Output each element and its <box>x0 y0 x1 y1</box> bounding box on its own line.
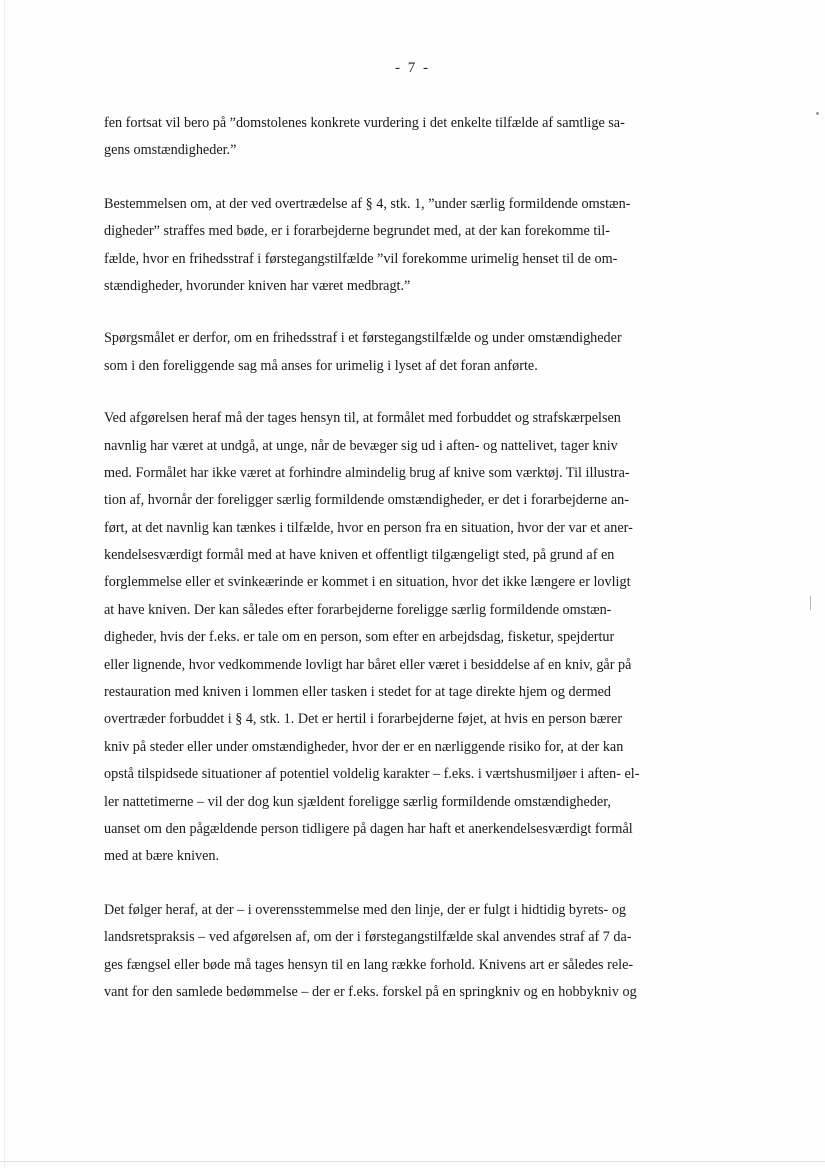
text-line: som i den foreliggende sag må anses for urimelig i lyset af det foran anførte. <box>104 357 538 374</box>
text-line: digheder” straffes med bøde, er i forarbejderne begrundet med, at der kan forekomme til- <box>104 223 610 240</box>
text-line: at have kniven. Der kan således efter forarbejderne foreligge særlig formildende omstæn- <box>104 601 612 618</box>
text-line: med at bære kniven. <box>104 848 220 865</box>
text-line: navnlig har været at undgå, at unge, når de bevæger sig ud i aften- og nattelivet, tager kniv <box>104 437 618 454</box>
text-line: Bestemmelsen om, at der ved overtrædelse af § 4, stk. 1, ”under særlig formildende omstæn- <box>104 195 631 212</box>
body-text <box>104 110 704 1006</box>
paragraph <box>104 325 704 380</box>
text-line: Ved afgørelsen heraf må der tages hensyn til, at formålet med forbuddet og strafskærpelsen <box>104 410 621 427</box>
paragraph <box>104 897 704 1007</box>
text-line: overtræder forbuddet i § 4, stk. 1. Det er hertil i forarbejderne føjet, at hvis en person bærer <box>104 711 623 728</box>
text-line: eller lignende, hvor vedkommende lovligt har båret eller været i besiddelse af en kniv, går på <box>104 656 632 673</box>
text-line: gens omstændigheder.” <box>104 142 237 159</box>
paragraph <box>104 110 704 165</box>
text-line: kendelsesværdigt formål med at have kniven et offentligt tilgængeligt sted, på grund af en <box>104 547 615 564</box>
text-line: stændigheder, hvorunder kniven har været medbragt.” <box>104 277 411 294</box>
text-line: ler nattetimerne – vil der dog kun sjældent foreligge særlig formildende omstændigheder, <box>104 793 611 810</box>
text-line: uanset om den pågældende person tidligere på dagen har haft et anerkendelsesværdigt formål <box>104 820 633 837</box>
text-line: digheder, hvis der f.eks. er tale om en person, som efter en arbejdsdag, fisketur, spejdertur <box>104 629 615 646</box>
text-line: fen fortsat vil bero på ”domstolenes konkrete vurdering i det enkelte tilfælde af samtlige sa- <box>104 115 625 131</box>
text-line: kniv på steder eller under omstændigheder, hvor der er en nærliggende risiko for, at der kan <box>104 738 624 755</box>
text-line: Det følger heraf, at der – i overensstemmelse med den linje, der er fulgt i hidtidig byrets- og <box>104 901 627 918</box>
text-line: ført, at det navnlig kan tænkes i tilfælde, hvor en person fra en situation, hvor der var et aner- <box>104 519 633 536</box>
text-line: tion af, hvornår der foreligger særlig formildende omstændigheder, er det i forarbejderne an- <box>104 492 629 509</box>
text-line: Spørgsmålet er derfor, om en frihedsstraf i et førstegangstilfælde og under omstændigheder <box>104 330 622 347</box>
scan-mark <box>810 596 811 610</box>
paragraph <box>104 405 704 871</box>
text-line: fælde, hvor en frihedsstraf i førstegangstilfælde ”vil forekomme urimelig henset til de om- <box>104 250 618 267</box>
text-line: med. Formålet har ikke været at forhindre almindelig brug af knive som værktøj. Til illustra- <box>104 464 630 481</box>
text-line: forglemmelse eller et svinkeærinde er kommet i en situation, hvor det ikke længere er lovligt <box>104 574 631 591</box>
text-line: vant for den samlede bedømmelse – der er f.eks. forskel på en springkniv og en hobbykniv og <box>104 983 637 1000</box>
page-number: - 7 - <box>395 60 430 76</box>
scan-edge-bottom <box>0 1161 825 1162</box>
paragraph <box>104 191 704 301</box>
text-line: ges fængsel eller bøde må tages hensyn til en lang række forhold. Knivens art er således rele- <box>104 956 634 973</box>
scan-edge-left <box>4 0 5 1168</box>
text-line: restauration med kniven i lommen eller tasken i stedet for at tage direkte hjem og dermed <box>104 684 612 701</box>
text-line: landsretspraksis – ved afgørelsen af, om der i førstegangstilfælde skal anvendes straf af 7 da- <box>104 929 632 946</box>
scan-speck <box>816 112 819 115</box>
text-line: opstå tilspidsede situationer af potentiel voldelig karakter – f.eks. i værtshusmiljøer i aften- el- <box>104 766 640 783</box>
